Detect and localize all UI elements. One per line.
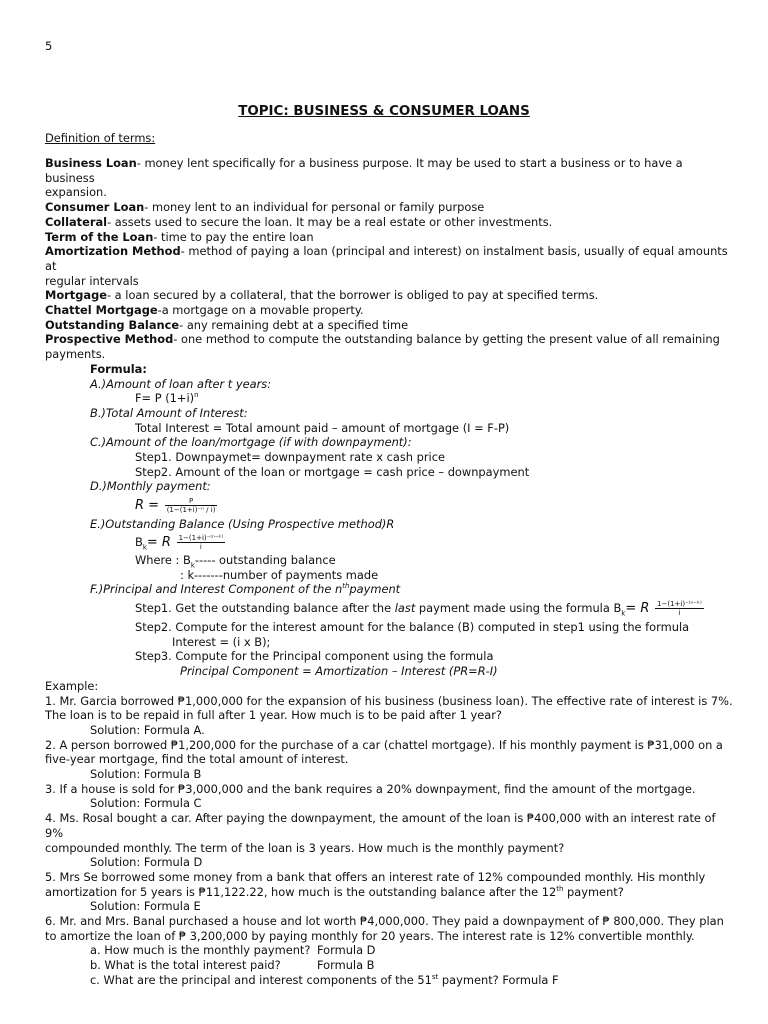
formula-d: R = $\frac{P}{\text{(1−(1+i)⁻ⁿ / i)}}$ (135, 497, 216, 515)
definition-line: Mortgage- a loan secured by a collateral, that the borrower is obliged to pay at specified terms. (45, 288, 599, 303)
formula-e: $B_k= R$ $\frac{\text{1−(1+i)⁻⁽ⁿ⁻ᵏ⁾}}{i}$ (135, 533, 224, 552)
example-line: 6. Mr. and Mrs. Banal purchased a house and lot worth ₱4,000,000. They paid a downpayment of ₱ 800,000. They plan (45, 914, 724, 929)
example-6-part-c: c. What are the principal and interest components of the 51st payment? Formula F (90, 972, 559, 987)
definition-line: Chattel Mortgage-a mortgage on a movable property. (45, 303, 364, 318)
example-solution: Solution: Formula A. (90, 722, 205, 737)
formula-f-step2: Step2. Compute for the interest amount for the balance (B) computed in step1 using the formula (135, 619, 690, 634)
example-heading: Example: (45, 678, 99, 693)
formula-e-label: E.)Outstanding Balance (Using Prospective method)R (90, 517, 395, 532)
example-line: compounded monthly. The term of the loan is 3 years. How much is the monthly payment? (45, 840, 565, 855)
example-6-parts (45, 943, 735, 972)
formula-c-label: C.)Amount of the loan/mortgage (if with downpayment): (90, 435, 412, 450)
example-line: 2. A person borrowed ₱1,200,000 for the purchase of a car (chattel mortgage). If his monthly payment is ₱31,000 on a (45, 737, 723, 752)
formula-a: F= P $(1+i)^n$ (135, 391, 199, 406)
example-6-part: b. What is the total interest paid? Formula B (90, 958, 375, 973)
formula-f-step1: Step1. Get the outstanding balance after the last payment made using the formula $B_k= R$ $\frac{\text{1−(1+i)⁻⁽ⁿ⁻ᵏ⁾}}{i}$ (135, 599, 702, 618)
definition-line: payments. (45, 347, 106, 362)
example-solution: Solution: Formula C (90, 796, 202, 811)
document-body (45, 156, 735, 988)
definition-line: Consumer Loan- money lent to an individual for personal or family purpose (45, 200, 485, 215)
formula-b: Total Interest = Total amount paid – amount of mortgage (I = F-P) (135, 420, 510, 435)
example-line: The loan is to be repaid in full after 1 year. How much is to be paid after 1 year? (45, 708, 502, 723)
definitions-heading: Definition of terms: (45, 131, 156, 145)
definition-line: Amortization Method- method of paying a loan (principal and interest) on instalment basis, usually of equal amounts at (45, 244, 728, 273)
definition-line: regular intervals (45, 273, 139, 288)
example-line: to amortize the loan of ₱ 3,200,000 by paying monthly for 20 years. The interest rate is 12% convertible monthly. (45, 928, 695, 943)
example-6-part: a. How much is the monthly payment? Formula D (90, 943, 376, 958)
example-line: five-year mortgage, find the total amount of interest. (45, 752, 349, 767)
definition-line: Prospective Method- one method to compute the outstanding balance by getting the present value of all remaining (45, 332, 720, 347)
definition-line: Business Loan- money lent specifically for a business purpose. It may be used to start a business or to have a business (45, 156, 683, 185)
page-number: 5 (45, 39, 53, 53)
example-line: 5. Mrs Se borrowed some money from a bank that offers an interest rate of 12% compounded monthly. His monthly (45, 869, 706, 884)
definition-line: Collateral- assets used to secure the loan. It may be a real estate or other investments. (45, 214, 553, 229)
definitions-list (45, 156, 735, 362)
formula-f-step2-b: Interest = (i x B); (172, 634, 271, 649)
formula-f-step3-b: Principal Component = Amortization – Interest (PR=R-I) (180, 664, 498, 679)
example-solution: Solution: Formula D (90, 855, 203, 870)
page-title: TOPIC: BUSINESS & CONSUMER LOANS (238, 104, 530, 119)
example-line: 3. If a house is sold for ₱3,000,000 and the bank requires a 20% downpayment, find the amount of the mortgage. (45, 781, 696, 796)
definition-line: Term of the Loan- time to pay the entire loan (45, 229, 314, 244)
formula-a-label: A.)Amount of loan after t years: (90, 376, 272, 391)
formula-c-step1: Step1. Downpaymet= downpayment rate x cash price (135, 450, 445, 465)
formula-f-label: F.)Principal and Interest Component of the $n^{th}payment$ (90, 582, 401, 597)
example-solution: Solution: Formula B (90, 767, 202, 782)
formula-e-where2: : k-------number of payments made (180, 567, 379, 582)
formula-b-label: B.)Total Amount of Interest: (90, 405, 248, 420)
formula-e-where1: Where : $B_k-----$ outstanding balance (135, 552, 336, 570)
example-line: 1. Mr. Garcia borrowed ₱1,000,000 for the expansion of his business (business loan). The effective rate of interest is 7%. (45, 693, 733, 708)
formula-f-step3: Step3. Compute for the Principal component using the formula (135, 649, 494, 664)
definition-line: expansion. (45, 185, 107, 200)
formula-d-label: D.)Monthly payment: (90, 479, 211, 494)
formula-heading: Formula: (90, 361, 147, 376)
example-line: 4. Ms. Rosal bought a car. After paying the downpayment, the amount of the loan is ₱400,000 with an interest rate of 9% (45, 811, 716, 840)
examples-list (45, 694, 735, 944)
example-line: amortization for 5 years is ₱11,122.22, how much is the outstanding balance after the 12th payment? (45, 884, 624, 899)
definition-line: Outstanding Balance- any remaining debt at a specified time (45, 317, 409, 332)
example-solution: Solution: Formula E (90, 899, 201, 914)
formula-c-step2: Step2. Amount of the loan or mortgage = cash price – downpayment (135, 464, 530, 479)
